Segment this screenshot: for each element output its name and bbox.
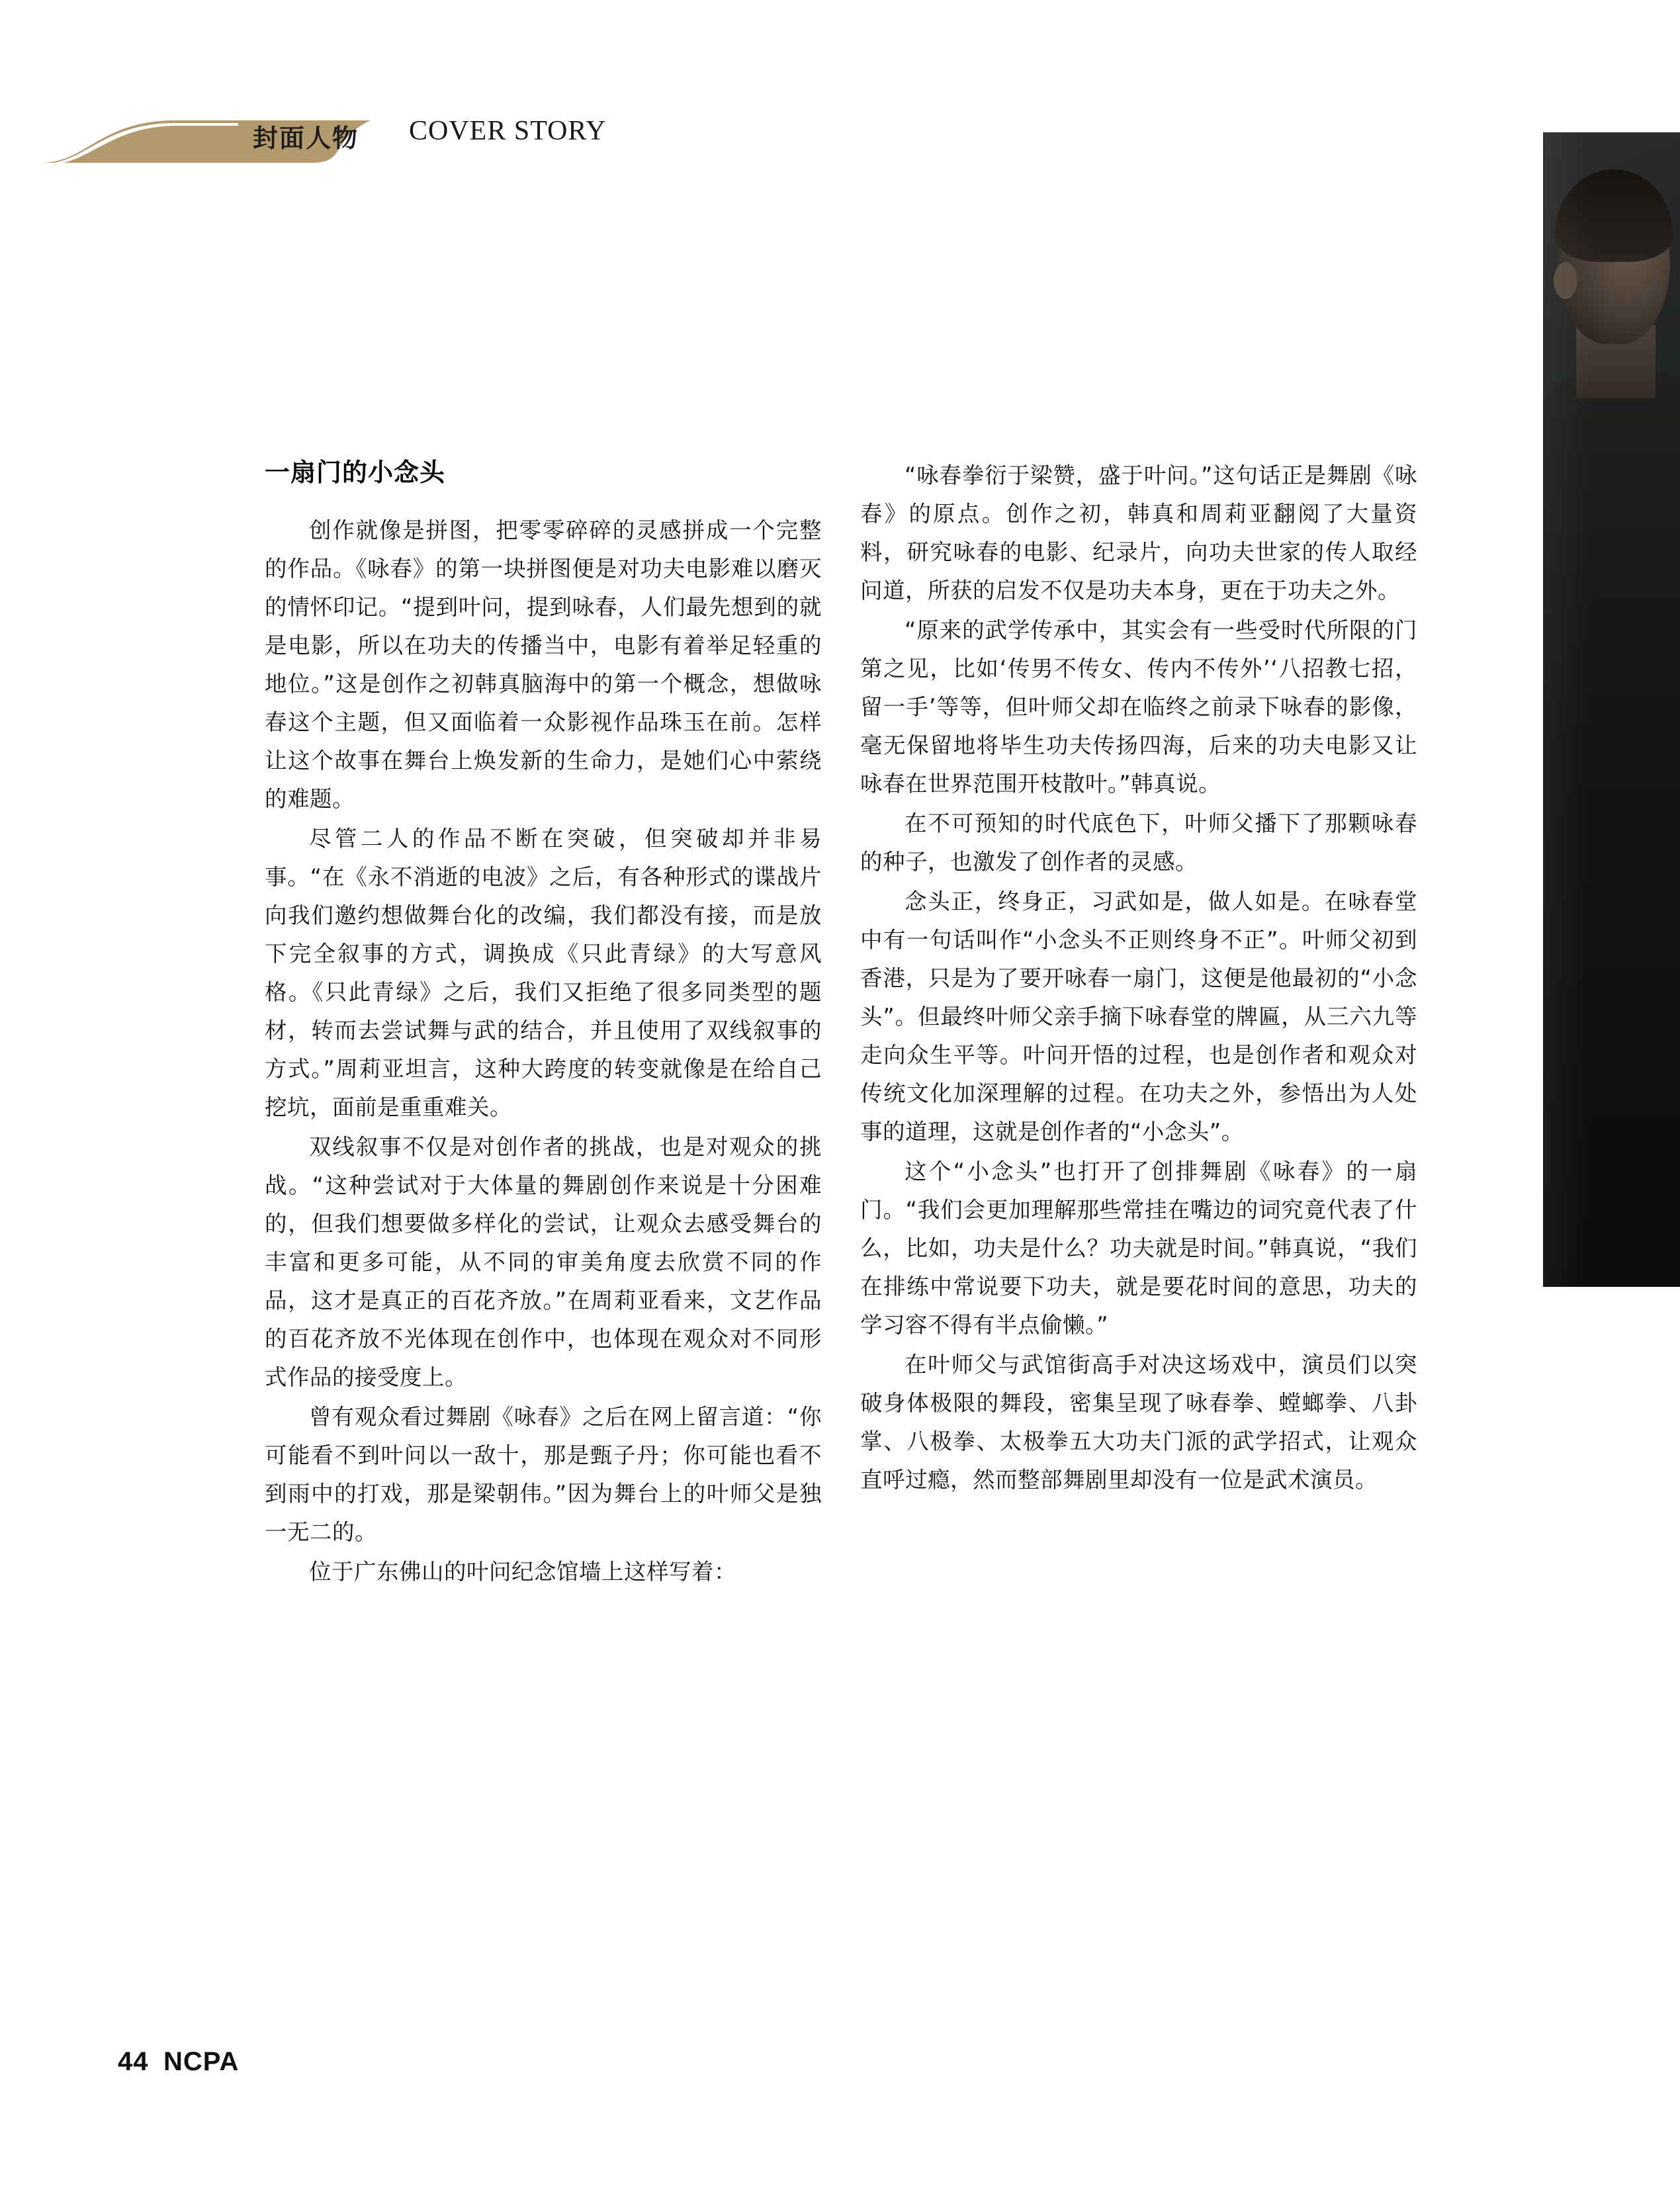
header-title-cn: 封面人物 bbox=[253, 124, 359, 153]
paragraph: 这个“小念头”也打开了创排舞剧《咏春》的一扇门。“我们会更加理解那些常挂在嘴边的词究竟代表了什么，比如，功夫是什么？功夫就是时间。”韩真说，“我们在排练中常说要下功夫，就是要花时间的意思，功夫的学习容不得有半点偷懒。” bbox=[860, 1159, 1417, 1338]
article-column-left bbox=[265, 457, 822, 1593]
paragraph: 念头正，终身正，习武如是，做人如是。在咏春堂中有一句话叫作“小念头不正则终身不正”。叶师父初到香港，只是为了要开咏春一扇门，这便是他最初的“小念头”。但最终叶师父亲手摘下咏春堂的牌匾，从三六九等走向众生平等。叶问开悟的过程，也是创作者和观众对传统文化加深理解的过程。在功夫之外，参悟出为人处事的道理，这就是创作者的“小念头”。 bbox=[860, 889, 1417, 1145]
article-column-right bbox=[860, 457, 1417, 1501]
paragraph: 尽管二人的作品不断在突破，但突破却并非易事。“在《永不消逝的电波》之后，有各种形式的谍战片向我们邀约想做舞台化的改编，我们都没有接，而是放下完全叙事的方式，调换成《只此青绿》的大写意风格。《只此青绿》之后，我们又拒绝了很多同类型的题材，转而去尝试舞与武的结合，并且使用了双线叙事的方式。”周莉亚坦言，这种大跨度的转变就像是在给自己挖坑，面前是重重难关。 bbox=[265, 826, 822, 1121]
paragraph: 创作就像是拼图，把零零碎碎的灵感拼成一个完整的作品。《咏春》的第一块拼图便是对功夫电影难以磨灭的情怀印记。“提到叶问，提到咏春，人们最先想到的就是电影，所以在功夫的传播当中，电影有着举足轻重的地位。”这是创作之初韩真脑海中的第一个概念，想做咏春这个主题，但又面临着一众影视作品珠玉在前。怎样让这个故事在舞台上焕发新的生命力，是她们心中萦绕的难题。 bbox=[265, 517, 822, 812]
page-footer bbox=[118, 2047, 239, 2077]
portrait-photo bbox=[1543, 132, 1680, 1287]
paragraph: 位于广东佛山的叶问纪念馆墙上这样写着： bbox=[309, 1559, 736, 1585]
page-header bbox=[0, 99, 1680, 179]
page-number: 44 bbox=[118, 2047, 149, 2076]
paragraph: 曾有观众看过舞剧《咏春》之后在网上留言道：“你可能看不到叶问以一敌十，那是甄子丹；你可能也看不到雨中的打戏，那是梁朝伟。”因为舞台上的叶师父是独一无二的。 bbox=[265, 1404, 822, 1546]
paragraph: 双线叙事不仅是对创作者的挑战，也是对观众的挑战。“这种尝试对于大体量的舞剧创作来说是十分困难的，但我们想要做多样化的尝试，让观众去感受舞台的丰富和更多可能，从不同的审美角度去欣赏不同的作品，这才是真正的百花齐放。”在周莉亚看来，文艺作品的百花齐放不光体现在创作中，也体现在观众对不同形式作品的接受度上。 bbox=[265, 1134, 822, 1391]
paragraph: 在叶师父与武馆街高手对决这场戏中，演员们以突破身体极限的舞段，密集呈现了咏春拳、螳螂拳、八卦掌、八极拳、太极拳五大功夫门派的武学招式，让观众直呼过瘾，然而整部舞剧里却没有一位是武术演员。 bbox=[860, 1352, 1417, 1493]
publication-name: NCPA bbox=[163, 2047, 240, 2076]
paragraph: “咏春拳衍于梁赞，盛于叶问。”这句话正是舞剧《咏春》的原点。创作之初，韩真和周莉亚翻阅了大量资料，研究咏春的电影、纪录片，向功夫世家的传人取经问道，所获的启发不仅是功夫本身，更在于功夫之外。 bbox=[860, 462, 1417, 603]
header-title-en: COVER STORY bbox=[409, 116, 607, 146]
photo-lighting bbox=[1543, 132, 1680, 1287]
paragraph: 在不可预知的时代底色下，叶师父播下了那颗咏春的种子，也激发了创作者的灵感。 bbox=[860, 810, 1417, 875]
section-title: 一扇门的小念头 bbox=[265, 458, 446, 487]
paragraph: “原来的武学传承中，其实会有一些受时代所限的门第之见，比如‘传男不传女、传内不传外’‘八招教七招，留一手’等等，但叶师父却在临终之前录下咏春的影像，毫无保留地将毕生功夫传扬四海，后来的功夫电影又让咏春在世界范围开枝散叶。”韩真说。 bbox=[860, 617, 1417, 797]
